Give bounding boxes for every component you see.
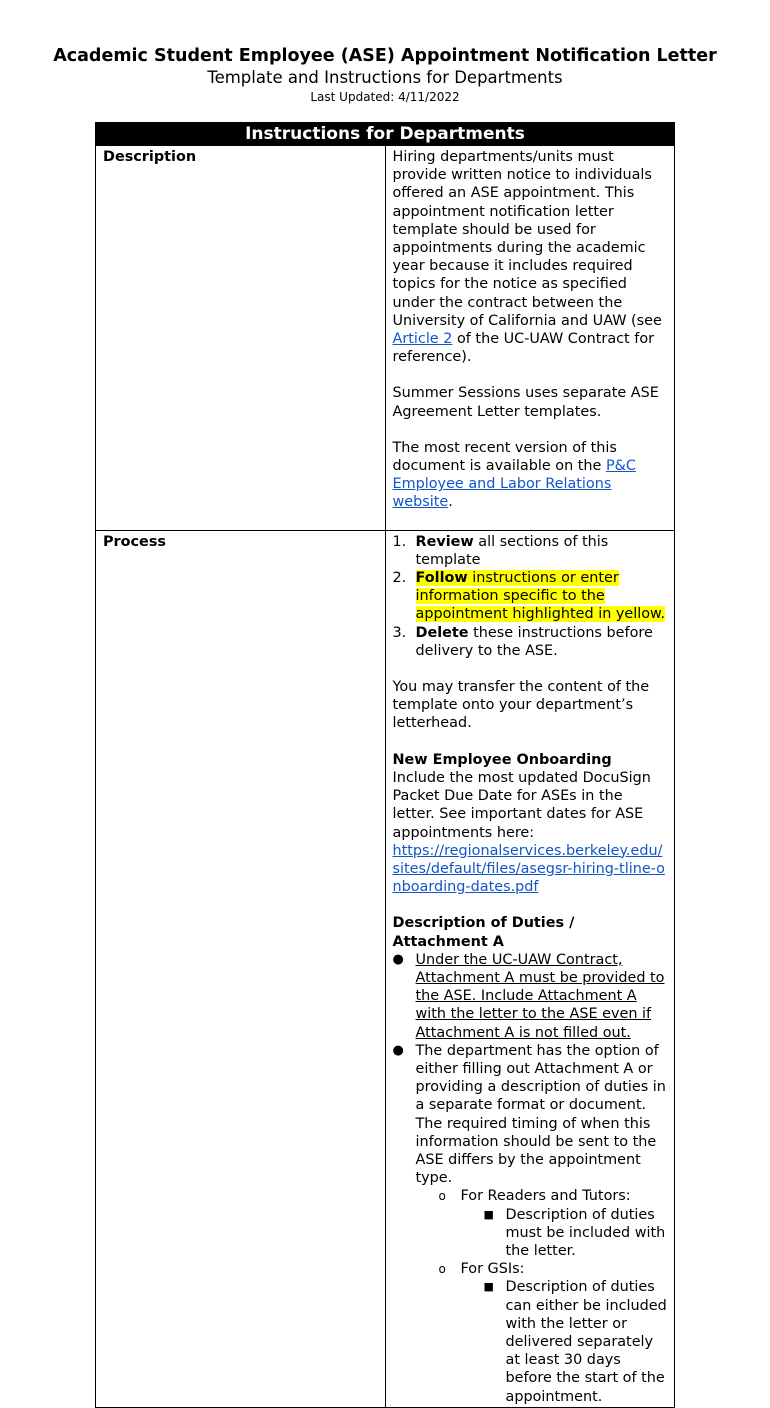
duties-bullet-1: ● Under the UC-UAW Contract, Attachment A must be provided to the ASE. Include Attachment A with the letter to the ASE even if Attachment A is not filled out. <box>392 951 665 1041</box>
bullet-icon: ● <box>392 1042 404 1058</box>
process-step: 3. Delete these instructions before delivery to the ASE. <box>392 624 653 659</box>
instructions-heading: Instructions for Departments <box>96 123 675 146</box>
process-step: 1. Review all sections of this template <box>392 533 609 568</box>
square-bullet-icon: ■ <box>483 1207 494 1221</box>
last-updated: Last Updated: 4/11/2022 <box>310 90 460 104</box>
process-label: Process <box>96 530 386 1407</box>
process-body <box>385 530 675 1407</box>
circle-bullet-icon: o <box>438 1262 446 1277</box>
description-body <box>385 146 675 531</box>
instructions-table <box>95 122 675 1408</box>
description-row <box>96 146 675 531</box>
document-title: Academic Student Employee (ASE) Appointment Notification Letter <box>53 46 717 66</box>
square-bullet-icon: ■ <box>483 1280 494 1294</box>
readers-tutors-detail: ■ Description of duties must be included with the letter. <box>483 1206 666 1259</box>
gsis-detail: ■ Description of duties can either be included with the letter or delivered separately at least 30 days before the start of the appointment. <box>483 1279 667 1405</box>
duties-bullet-2: ● The department has the option of either filling out Attachment A or providing a description of duties in a separate format or document. The required timing of when this information should be sent to the ASE differs by the appointment type. <box>392 1042 666 1187</box>
process-steps <box>393 533 669 660</box>
onboarding-heading: New Employee Onboarding <box>392 751 612 768</box>
process-step-highlighted: 2. Follow instructions or enter information specific to the appointment highlighted in yellow. <box>392 570 666 623</box>
onboarding-dates-link[interactable]: https://regionalservices.berkeley.edu/sites/default/files/asegsr-hiring-tline-onboarding-dates.pdf <box>392 842 665 896</box>
document-subtitle: Template and Instructions for Departments <box>207 68 563 87</box>
article-2-link[interactable]: Article 2 <box>392 331 453 348</box>
bullet-icon: ● <box>392 951 404 967</box>
duties-heading: Description of Duties / Attachment A <box>392 915 575 950</box>
circle-bullet-icon: o <box>438 1189 446 1204</box>
pc-employee-labor-relations-link[interactable]: P&C Employee and Labor Relations website <box>392 458 636 511</box>
onboarding-text: Include the most updated DocuSign Packet Due Date for ASEs in the letter. See important dates for ASE appointments here: <box>392 769 651 841</box>
gsis-item: o For GSIs: <box>438 1261 525 1278</box>
description-paragraph-2: Summer Sessions uses separate ASE Agreement Letter templates. <box>392 385 659 420</box>
description-paragraph-1: Hiring departments/units must provide written notice to individuals offered an ASE appointment. This appointment notification letter template should be used for appointments during the academic year because it includes required topics for the notice as specified under the contract between the University of California and UAW (see Article 2 of the UC-UAW Contract for reference). <box>392 149 662 366</box>
description-label: Description <box>96 146 386 531</box>
process-row <box>96 530 675 1407</box>
description-paragraph-3: The most recent version of this document is available on the P&C Employee and Labor Relations website. <box>392 439 636 511</box>
readers-tutors-item: o For Readers and Tutors: <box>438 1188 631 1205</box>
transfer-note: You may transfer the content of the template onto your department’s letterhead. <box>392 679 650 732</box>
